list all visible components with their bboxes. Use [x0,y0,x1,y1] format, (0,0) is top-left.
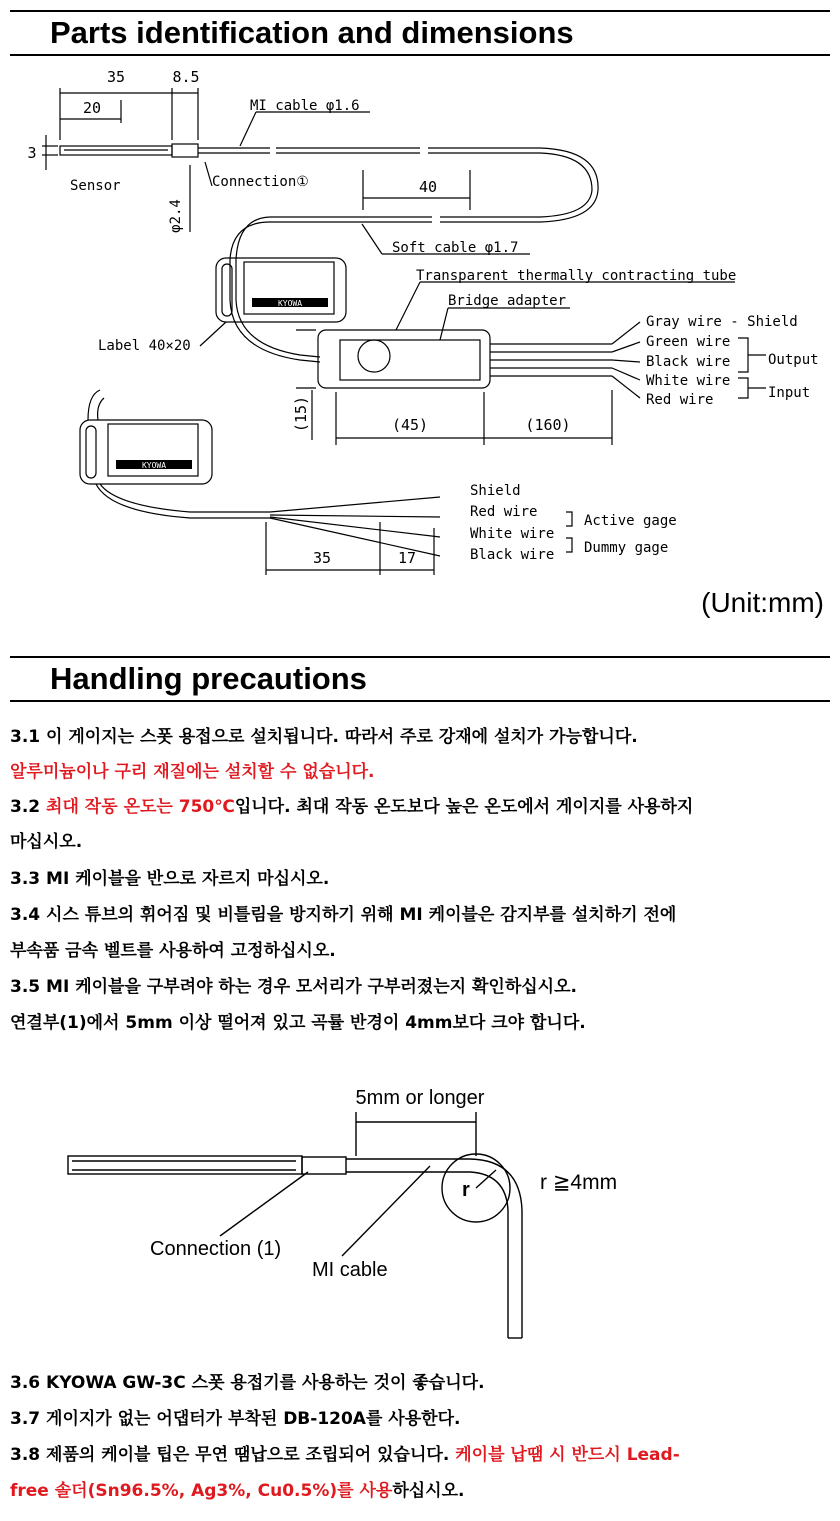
bridge-adapter [318,330,490,388]
precaution-3-6: 3.6 KYOWA GW-3C 스폿 용접기를 사용하는 것이 좋습니다. [10,1373,485,1393]
precaution-3-8-end: 하십시오. [392,1481,465,1501]
precaution-3-4-b: 부속품 금속 벨트를 사용하여 고정하십시오. [10,941,336,961]
bending-diagram [0,1080,840,1350]
wire-b-black: Black wire [470,547,555,563]
precaution-3-2-a [10,790,693,825]
precaution-3-4-a: 3.4 시스 튜브의 휘어짐 및 비틀림을 방지하기 위해 MI 케이블은 감지부를 설치하기 전에 [10,905,677,925]
connection-1 [172,144,198,157]
output-label: Output [768,352,819,368]
bridge-label: Bridge adapter [448,293,567,309]
precaution-3-2-rest: 입니다. 최대 작동 온도보다 높은 온도에서 게이지를 사용하지 [234,797,694,817]
precaution-3-1-b: 알루미늄이나 구리 재질에는 설치할 수 없습니다. [10,762,375,782]
soft-cable-label: Soft cable φ1.7 [392,240,519,256]
label-size: Label 40×20 [98,338,191,354]
dim-35: 35 [106,68,126,86]
logo-text-1: KYOWA [277,299,303,308]
precaution-3-2-num: 3.2 [10,797,47,817]
parts-section-title: Parts identification and dimensions [10,10,830,56]
sensor-label: Sensor [70,178,121,194]
label-2 [80,420,212,484]
wire-b-red: Red wire [470,504,538,520]
dim-15: (15) [292,395,310,433]
wire-b-shield: Shield [470,483,521,499]
dim-phi-2-4: φ2.4 [168,199,184,233]
radius-label: r ≧4mm [540,1171,618,1194]
tube-label: Transparent thermally contracting tube [416,268,737,284]
parts-dimension-diagram [0,58,840,588]
handling-section-title: Handling precautions [10,656,830,702]
precaution-3-8-a [10,1438,680,1473]
wire-black: Black wire [646,354,731,370]
unit-label: (Unit:mm) [701,587,824,618]
input-label: Input [768,385,811,401]
wire-b-white: White wire [470,526,555,542]
dim-45: (45) [391,416,429,434]
wire-white: White wire [646,373,731,389]
active-gage-label: Active gage [584,513,677,529]
dim-17: 17 [397,549,417,567]
dummy-gage-label: Dummy gage [584,540,669,556]
logo-text-2: KYOWA [141,461,167,470]
longer-label: 5mm or longer [355,1087,485,1109]
precaution-3-1-a: 3.1 이 게이지는 스폿 용접으로 설치됩니다. 따라서 주로 강재에 설치가 가능합니다. [10,727,638,747]
dim-20: 20 [82,99,102,117]
precaution-3-8-red2: free 솔더(Sn96.5%, Ag3%, Cu0.5%)를 사용 [10,1481,393,1501]
wire-red: Red wire [646,392,714,408]
precaution-3-2-c: 마십시오. [10,832,83,852]
precaution-3-8-red1: 케이블 납땜 시 반드시 Lead- [455,1445,680,1465]
precaution-3-8-b [10,1474,464,1509]
wire-green: Green wire [646,334,731,350]
dim-35b: 35 [312,549,332,567]
precaution-3-8-text: 3.8 제품의 케이블 팁은 무연 땜납으로 조립되어 있습니다. [10,1445,456,1465]
mi-cable-label-2: MI cable [312,1259,388,1281]
precaution-3-2-red: 최대 작동 온도는 750℃ [46,797,235,817]
dim-3: 3 [27,144,37,162]
r-label: r [462,1179,470,1201]
dim-8-5: 8.5 [172,68,200,86]
precaution-3-7: 3.7 게이지가 없는 어댑터가 부착된 DB-120A를 사용한다. [10,1409,461,1429]
mi-cable-label: MI cable φ1.6 [250,98,360,114]
connection-label-2: Connection (1) [150,1238,282,1260]
precaution-3-3: 3.3 MI 케이블을 반으로 자르지 마십시오. [10,869,330,889]
wire-gray: Gray wire - Shield [646,314,798,330]
dim-160: (160) [525,416,571,434]
connection-label: Connection① [212,174,309,190]
precaution-3-5-a: 3.5 MI 케이블을 구부려야 하는 경우 모서리가 구부러졌는지 확인하십시오. [10,977,577,997]
dim-40: 40 [418,178,438,196]
precaution-3-5-b: 연결부(1)에서 5mm 이상 떨어져 있고 곡률 반경이 4mm보다 크야 합니다. [10,1013,586,1033]
